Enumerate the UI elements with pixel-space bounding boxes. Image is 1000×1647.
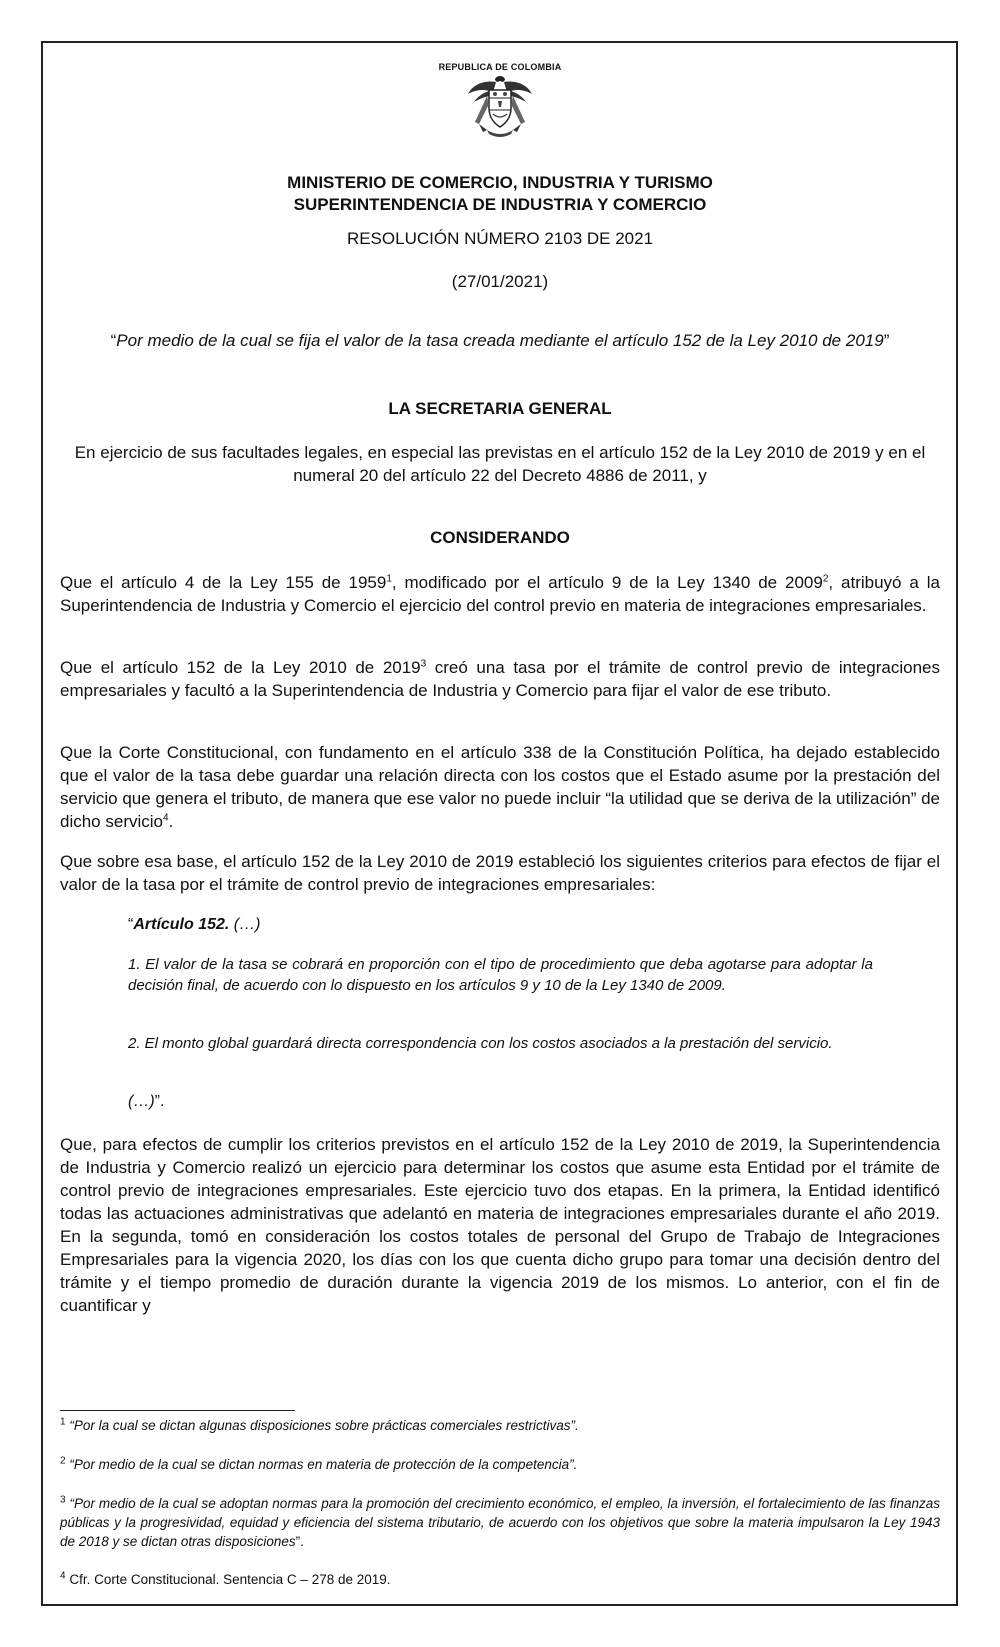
quote-heading bbox=[128, 914, 873, 935]
footnote-ref-3: 3 bbox=[420, 658, 427, 670]
footnote-2-number: 2 bbox=[60, 1455, 66, 1467]
considerando-title: CONSIDERANDO bbox=[430, 528, 570, 547]
footnote-3-number: 3 bbox=[60, 1494, 66, 1506]
footnote-3 bbox=[60, 1494, 940, 1551]
footnote-4-text: Cfr. Corte Constitucional. Sentencia C – 278 de 2019. bbox=[69, 1572, 391, 1587]
footnote-1-number: 1 bbox=[60, 1416, 66, 1428]
paragraph-2 bbox=[60, 656, 940, 702]
p2-text-b: creó una tasa por el trámite de control previo de integraciones empresariales y facultó a la Superintendencia de Industria y Comercio para fijar el valor de ese tributo. bbox=[60, 658, 940, 700]
p1-text-c: , atribuyó a la Superintendencia de Industria y Comercio el ejercicio del control previo en materia de integraciones empresariales. bbox=[60, 573, 940, 615]
footnote-ref-1: 1 bbox=[386, 573, 392, 585]
subject-close-quote: ” bbox=[883, 331, 890, 350]
footnote-2 bbox=[60, 1455, 940, 1474]
ministry-name: MINISTERIO DE COMERCIO, INDUSTRIA Y TURISMO bbox=[287, 173, 713, 192]
footnote-2-text: “Por medio de la cual se dictan normas en materia de protección de la competencia”. bbox=[69, 1457, 578, 1472]
footnote-3-tail: ”. bbox=[295, 1534, 304, 1549]
authority-title: LA SECRETARIA GENERAL bbox=[388, 399, 612, 418]
quote-article-title: Artículo 152. bbox=[133, 916, 230, 933]
quote-ellipsis: (…) bbox=[229, 916, 261, 933]
country-name: REPUBLICA DE COLOMBIA bbox=[438, 62, 562, 72]
footnote-1-text: “Por la cual se dictan algunas disposiciones sobre prácticas comerciales restrictivas”. bbox=[69, 1418, 579, 1433]
p3-text-a: Que la Corte Constitucional, con fundamento en el artículo 338 de la Constitución Política, ha dejado establecido que el valor de la tasa debe guardar una relación directa con los costos que el Estado asume por la prestación del servicio que genera el tributo, de manera que ese valor no puede incluir “la utilidad que se deriva de la utilización” de dicho servicio bbox=[60, 743, 940, 831]
quote-open-mark: “ bbox=[128, 916, 134, 933]
quote-end bbox=[128, 1091, 873, 1112]
footnote-4-number: 4 bbox=[60, 1570, 66, 1582]
footnote-4 bbox=[60, 1570, 940, 1589]
paragraph-5: Que, para efectos de cumplir los criterios previstos en el artículo 152 de la Ley 2010 de 2019, la Superintendencia de Industria y Comercio realizó un ejercicio para determinar los costos que asume esta Entidad por el trámite de control previo de integraciones empresariales. Este ejercicio tuvo dos etapas. En la primera, la Entidad identificó todas las actuaciones administrativas que adelantó en materia de integraciones empresariales durante el año 2019. En la segunda, tomó en consideración los costos totales de personal del Grupo de Trabajo de Integraciones Empresariales para la vigencia 2020, los días con los que cuenta dicho grupo para tomar una decisión dentro del trámite y el tiempo promedio de duración durante la vigencia 2019 de los mismos. Lo anterior, con el fin de cuantificar y bbox=[60, 1135, 940, 1315]
footnote-ref-4: 4 bbox=[163, 812, 169, 824]
subject-open-quote: “ bbox=[110, 331, 117, 350]
quote-item-2: 2. El monto global guardará directa correspondencia con los costos asociados a la prestación del servicio. bbox=[128, 1035, 833, 1052]
footnote-separator bbox=[60, 1410, 295, 1411]
footnote-3-text: “Por medio de la cual se adoptan normas para la promoción del crecimiento económico, el empleo, la inversión, el fortalecimiento de las finanzas públicas y la progresividad, equidad y eficiencia del sistema tributario, de acuerdo con los objetivos que sobre la materia impulsaron la Ley 1943 de 2018 y se dictan otras disposiciones bbox=[60, 1496, 940, 1549]
p2-text-a: Que el artículo 152 de la Ley 2010 de 2019 bbox=[60, 658, 421, 677]
resolution-date: (27/01/2021) bbox=[451, 272, 549, 291]
resolution-number: RESOLUCIÓN NÚMERO 2103 DE 2021 bbox=[346, 229, 654, 248]
coat-of-arms-icon bbox=[465, 74, 535, 140]
paragraph-3 bbox=[60, 741, 940, 833]
quote-item-1: 1. El valor de la tasa se cobrará en proporción con el tipo de procedimiento que deba agotarse para adoptar la decisión final, de acuerdo con lo dispuesto en los artículos 9 y 10 de la Ley 1340 de 2009. bbox=[128, 956, 873, 994]
authority-text: En ejercicio de sus facultades legales, en especial las previstas en el artículo 152 de la Ley 2010 de 2019 y en el numeral 20 del artículo 22 del Decreto 4886 de 2011, y bbox=[74, 443, 926, 485]
paragraph-4: Que sobre esa base, el artículo 152 de la Ley 2010 de 2019 estableció los siguientes criterios para efectos de fijar el valor de la tasa por el trámite de control previo de integraciones empresariales: bbox=[60, 852, 940, 894]
p3-text-b: . bbox=[168, 812, 174, 831]
quote-close-mark: ”. bbox=[154, 1093, 165, 1110]
footnote-1 bbox=[60, 1416, 940, 1435]
superintendency-name: SUPERINTENDENCIA DE INDUSTRIA Y COMERCIO bbox=[293, 195, 707, 214]
paragraph-1 bbox=[60, 571, 940, 617]
issuer-block bbox=[0, 172, 1000, 216]
quote-end-ellipsis: (…) bbox=[128, 1093, 155, 1110]
resolution-subject bbox=[60, 330, 940, 352]
subject-text: Por medio de la cual se fija el valor de la tasa creada mediante el artículo 152 de la Ley 2010 de 2019 bbox=[116, 331, 884, 350]
footnote-ref-2: 2 bbox=[822, 573, 829, 585]
p1-text-b: , modificado por el artículo 9 de la Ley 1340 de 2009 bbox=[391, 573, 823, 592]
p1-text-a: Que el artículo 4 de la Ley 155 de 1959 bbox=[60, 573, 387, 592]
